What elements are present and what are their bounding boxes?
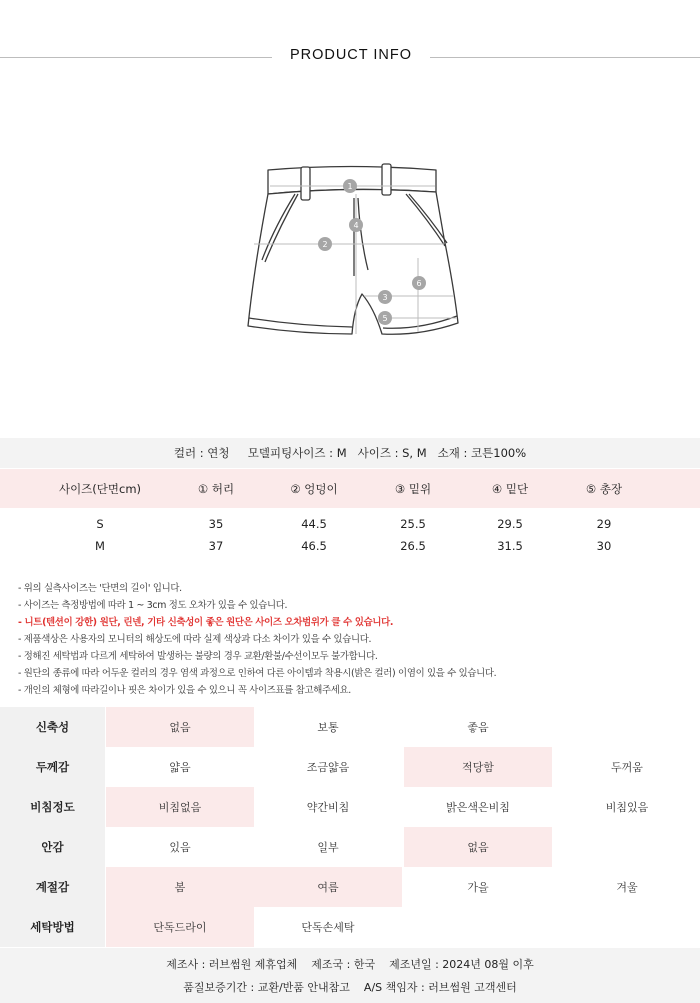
attribute-row: [0, 747, 700, 787]
shorts-line-drawing: [240, 158, 460, 348]
note-item: - 사이즈는 측정방법에 따라 1 ~ 3cm 정도 오차가 있을 수 있습니다.: [18, 600, 288, 611]
attribute-option: 보통: [317, 721, 339, 734]
sizes-info: 사이즈 : S, M: [357, 446, 427, 460]
size-cell: 37: [208, 539, 224, 553]
attribute-option: 겨울: [616, 881, 638, 894]
size-cell: 25.5: [400, 517, 426, 531]
attribute-option: 두꺼움: [611, 761, 643, 774]
size-notes: [18, 580, 688, 699]
manufacturer-footer: [0, 948, 700, 1003]
size-cell: 30: [596, 539, 612, 553]
section-title: [0, 46, 700, 68]
marker-1-label: 1: [347, 182, 353, 191]
note-item: - 제품색상은 사용자의 모니터의 해상도에 따라 실제 색상과 다소 차이가 있을 수 있습니다.: [18, 634, 372, 645]
size-cell: 35: [208, 517, 224, 531]
size-cell: M: [95, 539, 105, 553]
attribute-option: 조금얇음: [306, 761, 350, 774]
attribute-option: 일부: [317, 841, 339, 854]
size-header-cell: 사이즈(단면cm): [58, 482, 142, 496]
attribute-option-selected: 단독드라이: [106, 907, 254, 947]
title-divider-left: [0, 57, 272, 58]
size-header-cell: ③ 밑위: [394, 482, 432, 496]
note-item: - 위의 실측사이즈는 '단면의 길이' 입니다.: [18, 583, 182, 594]
attribute-option-selected: 봄: [106, 867, 254, 907]
footer-warranty-line: 품질보증기간 : 교환/반품 안내참고 A/S 책임자 : 러브썸원 고객센터: [183, 981, 517, 994]
title-divider-right: [430, 57, 700, 58]
note-item: - 개인의 체형에 따라길이나 핏은 차이가 있을 수 있으니 꼭 사이즈표를 참고해주세요.: [18, 685, 351, 696]
attribute-label: 두께감: [0, 747, 105, 787]
size-cell: 46.5: [301, 539, 327, 553]
color-info: 컬러 : 연청: [173, 446, 230, 460]
size-cell: 31.5: [497, 539, 523, 553]
fabric-attribute-table: [0, 707, 700, 947]
attribute-option: 얇음: [169, 761, 191, 774]
note-item-warning: - 니트(텐션이 강한) 원단, 린넨, 기타 신축성이 좋은 원단은 사이즈 오차범위가 클 수 있습니다.: [18, 617, 394, 628]
attribute-label: 안감: [0, 827, 105, 867]
attribute-option: 밝은색은비침: [446, 801, 510, 814]
size-header-cell: ⑤ 총장: [585, 482, 623, 496]
attribute-label: 신축성: [0, 707, 105, 747]
size-cell: 29.5: [497, 517, 523, 531]
marker-3-label: 3: [382, 293, 388, 302]
marker-5-label: 5: [382, 314, 388, 323]
footer-manufacturer-line: 제조사 : 러브썸원 제휴업체 제조국 : 한국 제조년일 : 2024년 08월 이후: [166, 958, 534, 971]
product-info-bar: [0, 438, 700, 468]
note-item: - 정해진 세탁법과 다르게 세탁하여 발생하는 불량의 경우 교환/환불/수선이모두 불가합니다.: [18, 651, 378, 662]
size-header-cell: ① 허리: [197, 482, 235, 496]
marker-4-label: 4: [353, 221, 359, 230]
attribute-option: 단독손세탁: [301, 921, 355, 934]
attribute-option: 비침있음: [605, 801, 649, 814]
material-info: 소재 : 코튼100%: [437, 446, 527, 460]
size-cell: S: [96, 517, 104, 531]
attribute-option-selected: 적당함: [404, 747, 552, 787]
attribute-option: 가을: [467, 881, 489, 894]
attribute-option: 있음: [169, 841, 191, 854]
note-item: - 원단의 종류에 따라 어두운 컬러의 경우 염색 과정으로 인하여 다른 아이템과 착용시(밝은 컬러) 이염이 있을 수 있습니다.: [18, 668, 497, 679]
attribute-option: 약간비침: [306, 801, 350, 814]
page-title: PRODUCT INFO: [289, 47, 413, 63]
size-table-row: [0, 517, 700, 537]
attribute-option-selected: 여름: [254, 867, 402, 907]
size-table-header: [0, 469, 700, 508]
shorts-measurement-diagram: [240, 158, 460, 348]
size-header-cell: ② 엉덩이: [290, 482, 338, 496]
attribute-row: [0, 907, 700, 947]
attribute-row: [0, 707, 700, 747]
marker-6-label: 6: [416, 279, 422, 288]
attribute-label: 세탁방법: [0, 907, 105, 947]
size-cell: 44.5: [301, 517, 327, 531]
size-header-cell: ④ 밑단: [491, 482, 529, 496]
size-cell: 26.5: [400, 539, 426, 553]
attribute-option-selected: 비침없음: [106, 787, 254, 827]
attribute-option-selected: 없음: [106, 707, 254, 747]
attribute-option-selected: 없음: [404, 827, 552, 867]
attribute-row: [0, 827, 700, 867]
attribute-row: [0, 787, 700, 827]
marker-2-label: 2: [322, 240, 328, 249]
attribute-row: [0, 867, 700, 907]
attribute-option: 좋음: [467, 721, 489, 734]
size-table-row: [0, 539, 700, 559]
attribute-label: 비침정도: [0, 787, 105, 827]
size-cell: 29: [596, 517, 612, 531]
attribute-label: 계절감: [0, 867, 105, 907]
model-size-info: 모델피팅사이즈 : M: [247, 446, 347, 460]
